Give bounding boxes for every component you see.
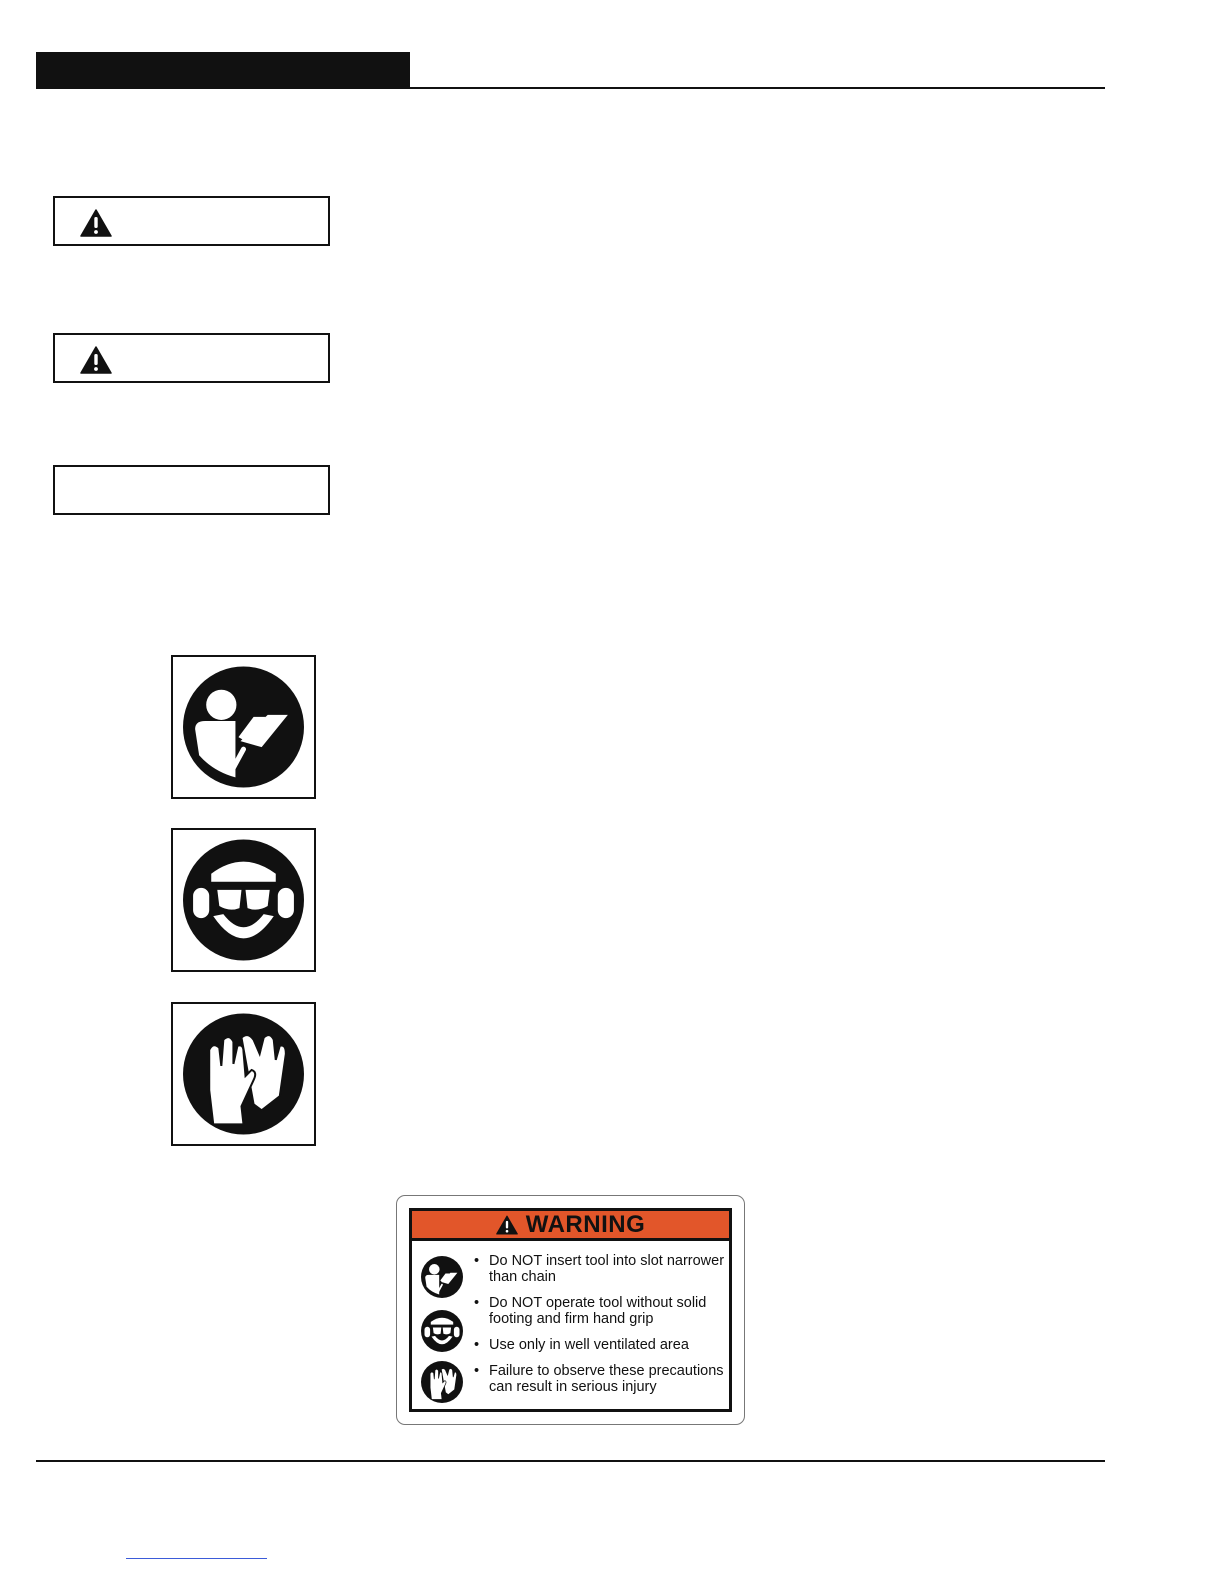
bullet: • [474, 1253, 480, 1269]
read-manual-icon [421, 1256, 463, 1298]
warning-decal-list [474, 1253, 732, 1405]
list-item-line1: Do NOT operate tool without solid [489, 1295, 707, 1311]
alert-triangle-icon [80, 346, 112, 374]
signal-word-box-3 [53, 465, 330, 515]
gloves-icon [421, 1361, 463, 1403]
footer-link[interactable] [126, 1558, 267, 1559]
alert-triangle-icon [80, 209, 112, 237]
list-item [474, 1253, 732, 1285]
bullet: • [474, 1337, 480, 1353]
warning-decal [396, 1195, 745, 1425]
list-item [474, 1363, 732, 1395]
header-rule [36, 87, 1105, 89]
warning-decal-header [412, 1211, 729, 1241]
list-item [474, 1337, 732, 1353]
list-item-line1: Use only in well ventilated area [489, 1337, 689, 1353]
read-manual-icon [183, 666, 304, 788]
eye-ear-protection-icon [183, 839, 304, 961]
list-item-line2: than chain [489, 1269, 556, 1285]
section-header-bar [36, 52, 410, 88]
list-item-line1: Do NOT insert tool into slot narrower [489, 1253, 725, 1269]
pictogram-read-manual [171, 655, 316, 799]
list-item-line1: Failure to observe these precautions [489, 1363, 724, 1379]
list-item [474, 1295, 732, 1327]
bullet: • [474, 1363, 480, 1379]
alert-triangle-icon [496, 1215, 518, 1235]
signal-word-box-2 [53, 333, 330, 383]
gloves-icon [183, 1013, 304, 1135]
signal-word-box-1 [53, 196, 330, 246]
list-item-line2: can result in serious injury [489, 1379, 657, 1395]
pictogram-eye-ear-protection [171, 828, 316, 972]
warning-decal-frame [409, 1208, 732, 1412]
list-item-line2: footing and firm hand grip [489, 1311, 654, 1327]
warning-decal-title: WARNING [525, 1210, 646, 1238]
bullet: • [474, 1295, 480, 1311]
eye-ear-protection-icon [421, 1310, 463, 1352]
pictogram-gloves [171, 1002, 316, 1146]
footer-rule [36, 1460, 1105, 1462]
